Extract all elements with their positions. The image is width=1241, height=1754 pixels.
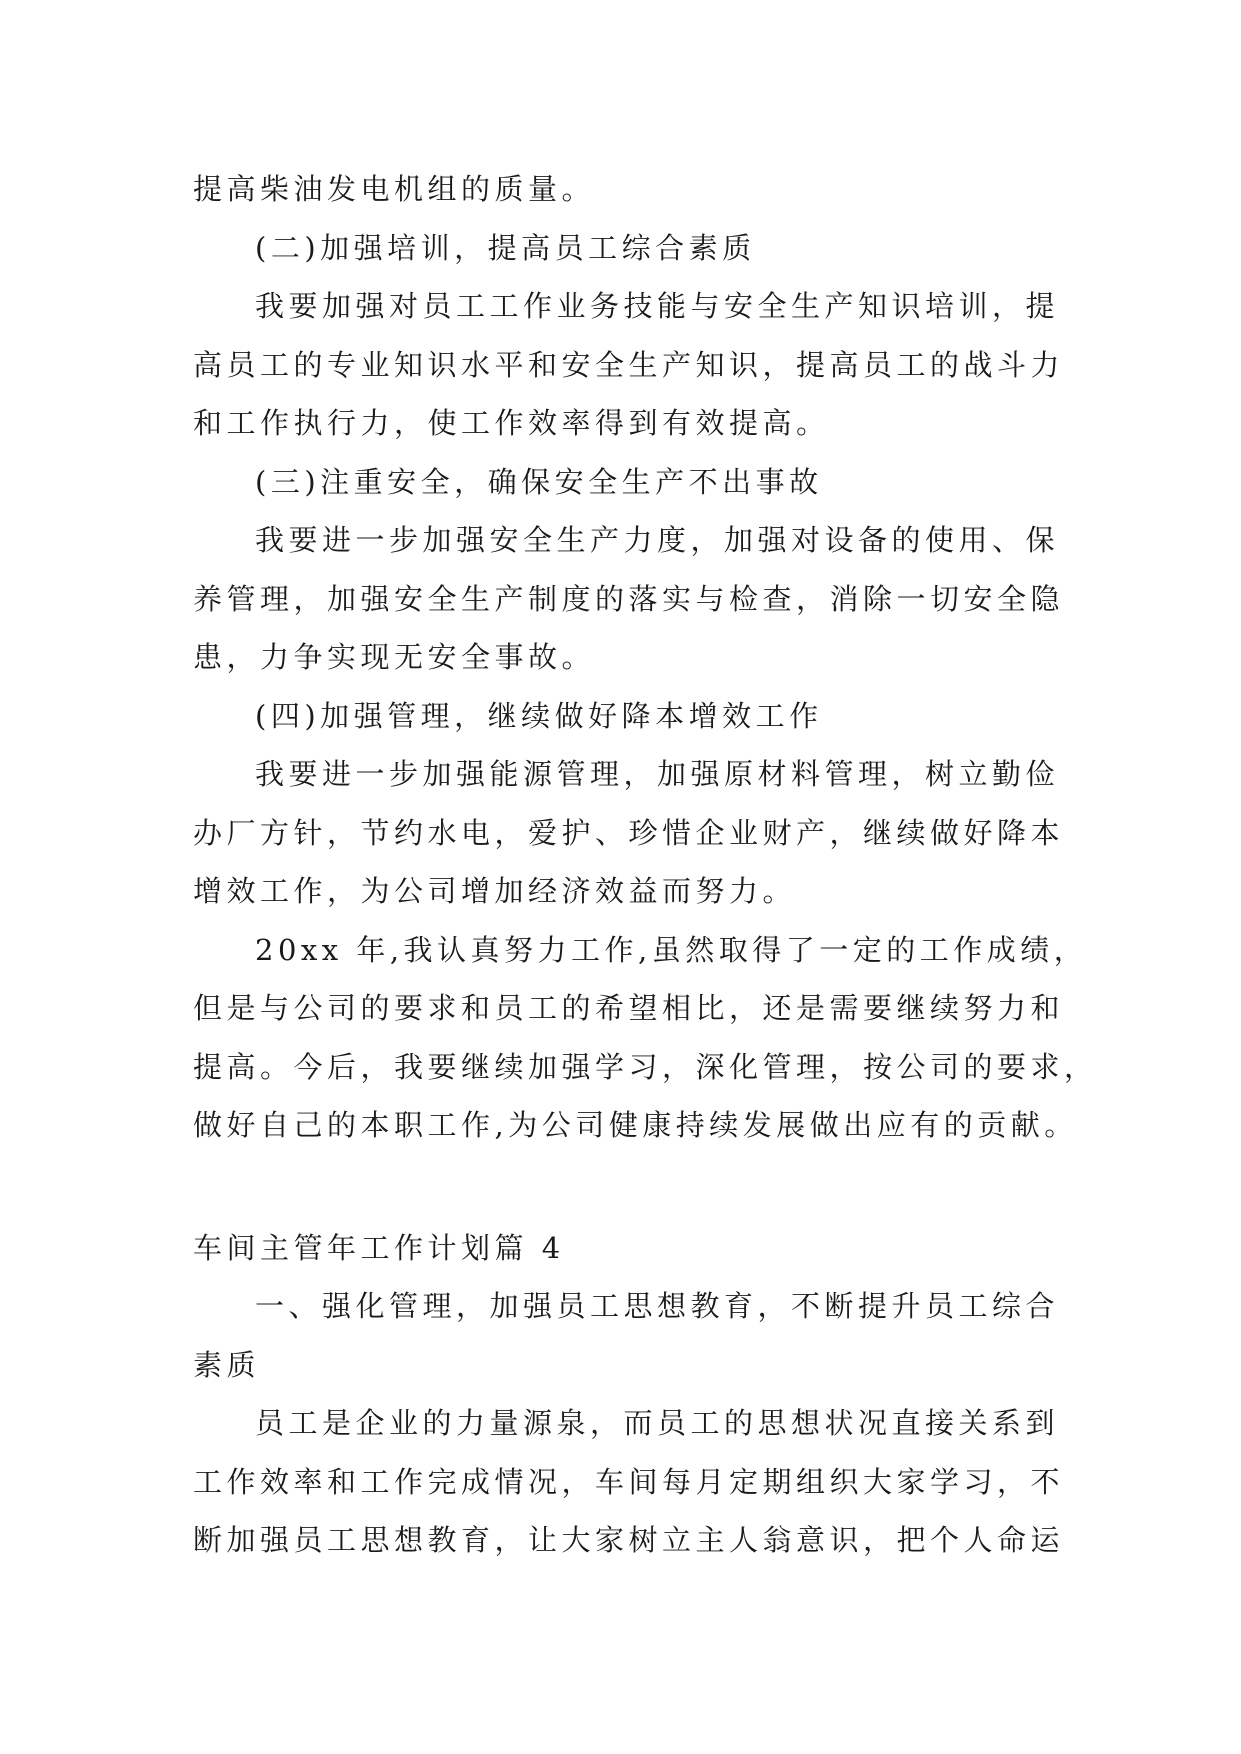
text-line: 高员工的专业知识水平和安全生产知识，提高员工的战斗力 (193, 347, 1065, 382)
text-line: 增效工作，为公司增加经济效益而努力。 (193, 874, 797, 908)
section-spacer (193, 1155, 1053, 1219)
section-heading: (四)加强管理，继续做好降本增效工作 (255, 698, 823, 733)
text-line: 提高柴油发电机组的质量。 (193, 172, 596, 206)
text-line: 患，力争实现无安全事故。 (193, 640, 596, 674)
section-heading: 一、强化管理，加强员工思想教育，不断提升员工综合 (255, 1289, 1060, 1323)
text-line: 提高。今后，我要继续加强学习，深化管理，按公司的要求， (193, 1049, 1098, 1084)
text-line: 做好自己的本职工作,为公司健康持续发展做出应有的贡献。 (193, 1108, 1078, 1142)
text-line: 素质 (193, 1347, 261, 1382)
text-line: 我要进一步加强能源管理，加强原材料管理，树立勤俭 (255, 757, 1060, 791)
text-line: 断加强员工思想教育，让大家树立主人翁意识，把个人命运 (193, 1523, 1065, 1557)
text-block-2 (193, 1219, 1065, 1570)
text-line: 但是与公司的要求和员工的希望相比，还是需要继续努力和 (193, 991, 1065, 1025)
text-line: 员工是企业的力量源泉，而员工的思想状况直接关系到 (255, 1406, 1060, 1440)
text-line: 养管理，加强安全生产制度的落实与检查，消除一切安全隐 (193, 581, 1065, 616)
text-line: 20xx 年,我认真努力工作,虽然取得了一定的工作成绩， (255, 932, 1088, 967)
text-line: 我要加强对员工工作业务技能与安全生产知识培训，提 (255, 289, 1060, 323)
text-line: 我要进一步加强安全生产力度，加强对设备的使用、保 (255, 523, 1060, 557)
section-heading: (三)注重安全，确保安全生产不出事故 (255, 464, 823, 499)
text-line: 和工作执行力，使工作效率得到有效提高。 (193, 406, 830, 440)
section-heading: (二)加强培训，提高员工综合素质 (255, 230, 756, 265)
text-block-1 (193, 160, 1098, 1155)
document-section-title: 车间主管年工作计划篇 4 (193, 1230, 565, 1265)
text-line: 办厂方针，节约水电，爱护、珍惜企业财产，继续做好降本 (193, 815, 1065, 850)
document-body (193, 160, 1098, 1570)
text-line: 工作效率和工作完成情况，车间每月定期组织大家学习，不 (193, 1464, 1065, 1499)
